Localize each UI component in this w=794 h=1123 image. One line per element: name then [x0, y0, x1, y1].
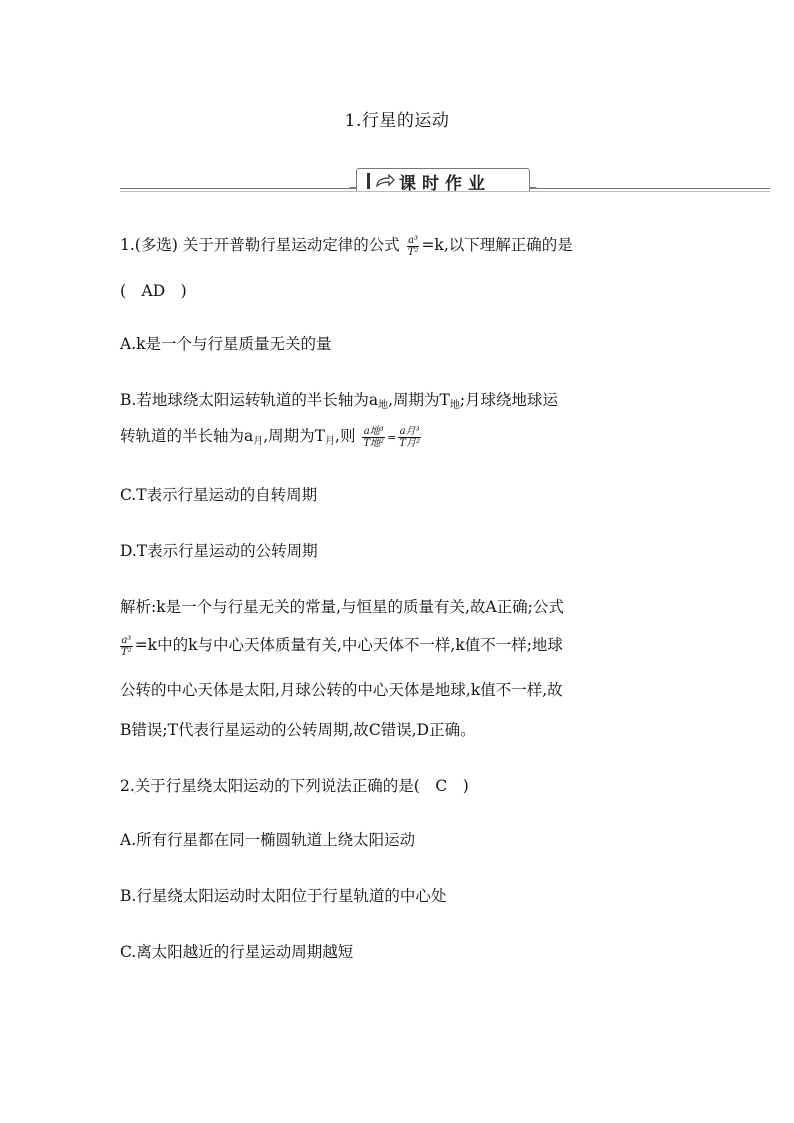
q1-option-b-text3: ;月球绕地球运 — [459, 391, 559, 409]
q2-option-a: A.所有行星都在同一椭圆轨道上绕太阳运动 — [120, 831, 416, 849]
q1-formula-num: a³ — [408, 234, 419, 246]
banner-label: 课时作业 — [399, 174, 491, 194]
frac2-num: a月³ — [399, 425, 420, 437]
q1-stem-post: =k,以下理解正确的是 — [421, 236, 573, 254]
analysis-formula-den: T² — [121, 646, 132, 658]
q1-option-c: C.T表示行星运动的自转周期 — [120, 486, 318, 504]
q1-formula — [407, 235, 420, 258]
q1-stem — [120, 234, 573, 258]
frac2-den: T月² — [399, 437, 420, 449]
q1-analysis-line4: B错误;T代表行星运动的公转周期,故C错误,D正确。 — [120, 721, 476, 739]
banner-bar — [367, 173, 370, 189]
q1-option-b-text6: ,则 — [335, 427, 356, 445]
q1-option-b-line2 — [120, 425, 423, 453]
q1-analysis-line2 — [120, 634, 563, 658]
page-title: 1.行星的运动 — [344, 111, 450, 131]
q1-option-b-line1 — [120, 389, 558, 417]
q2-stem: 2.关于行星绕太阳运动的下列说法正确的是( C ) — [120, 777, 469, 795]
q2-option-b: B.行星绕太阳运动时太阳位于行星轨道的中心处 — [120, 887, 447, 905]
q1-analysis-formula — [120, 635, 133, 658]
q1-option-b-text4: 转轨道的半长轴为a — [120, 427, 254, 445]
q1-option-b-text2: ,周期为T — [388, 391, 450, 409]
q1-option-b-frac2 — [398, 426, 421, 449]
q2-option-c: C.离太阳越近的行星运动周期越短 — [120, 943, 354, 961]
frac1-den: T地² — [363, 437, 385, 449]
q1-analysis-line3: 公转的中心天体是太阳,月球公转的中心天体是地球,k值不一样,故 — [120, 681, 563, 699]
q1-formula-den: T² — [407, 246, 419, 258]
frac-eq: = — [387, 431, 397, 444]
sub-earth-2: 地 — [449, 400, 460, 411]
section-banner — [120, 168, 770, 198]
sub-earth: 地 — [378, 400, 389, 411]
analysis-formula-num: a³ — [121, 634, 132, 646]
q1-option-b-text5: ,周期为T — [263, 427, 326, 445]
q1-answer: ( AD ) — [120, 282, 187, 300]
q1-option-b-text1: B.若地球绕太阳运转轨道的半长轴为a — [120, 391, 379, 409]
sub-moon-2: 月 — [325, 436, 336, 447]
banner-tab — [356, 168, 530, 194]
q1-analysis-line1: 解析:k是一个与行星无关的常量,与恒星的质量有关,故A正确;公式 — [120, 598, 564, 616]
q1-option-a: A.k是一个与行星质量无关的量 — [120, 335, 332, 353]
q1-option-d: D.T表示行星运动的公转周期 — [120, 542, 318, 560]
q1-stem-pre: 1.(多选) 关于开普勒行星运动定律的公式 — [120, 236, 400, 254]
q1-option-b-frac1 — [362, 426, 385, 449]
sub-moon: 月 — [253, 436, 264, 447]
arrow-icon — [375, 174, 395, 188]
frac1-num: a地³ — [363, 425, 384, 437]
q1-analysis-text2: =k中的k与中心天体质量有关,中心天体不一样,k值不一样;地球 — [134, 636, 563, 654]
